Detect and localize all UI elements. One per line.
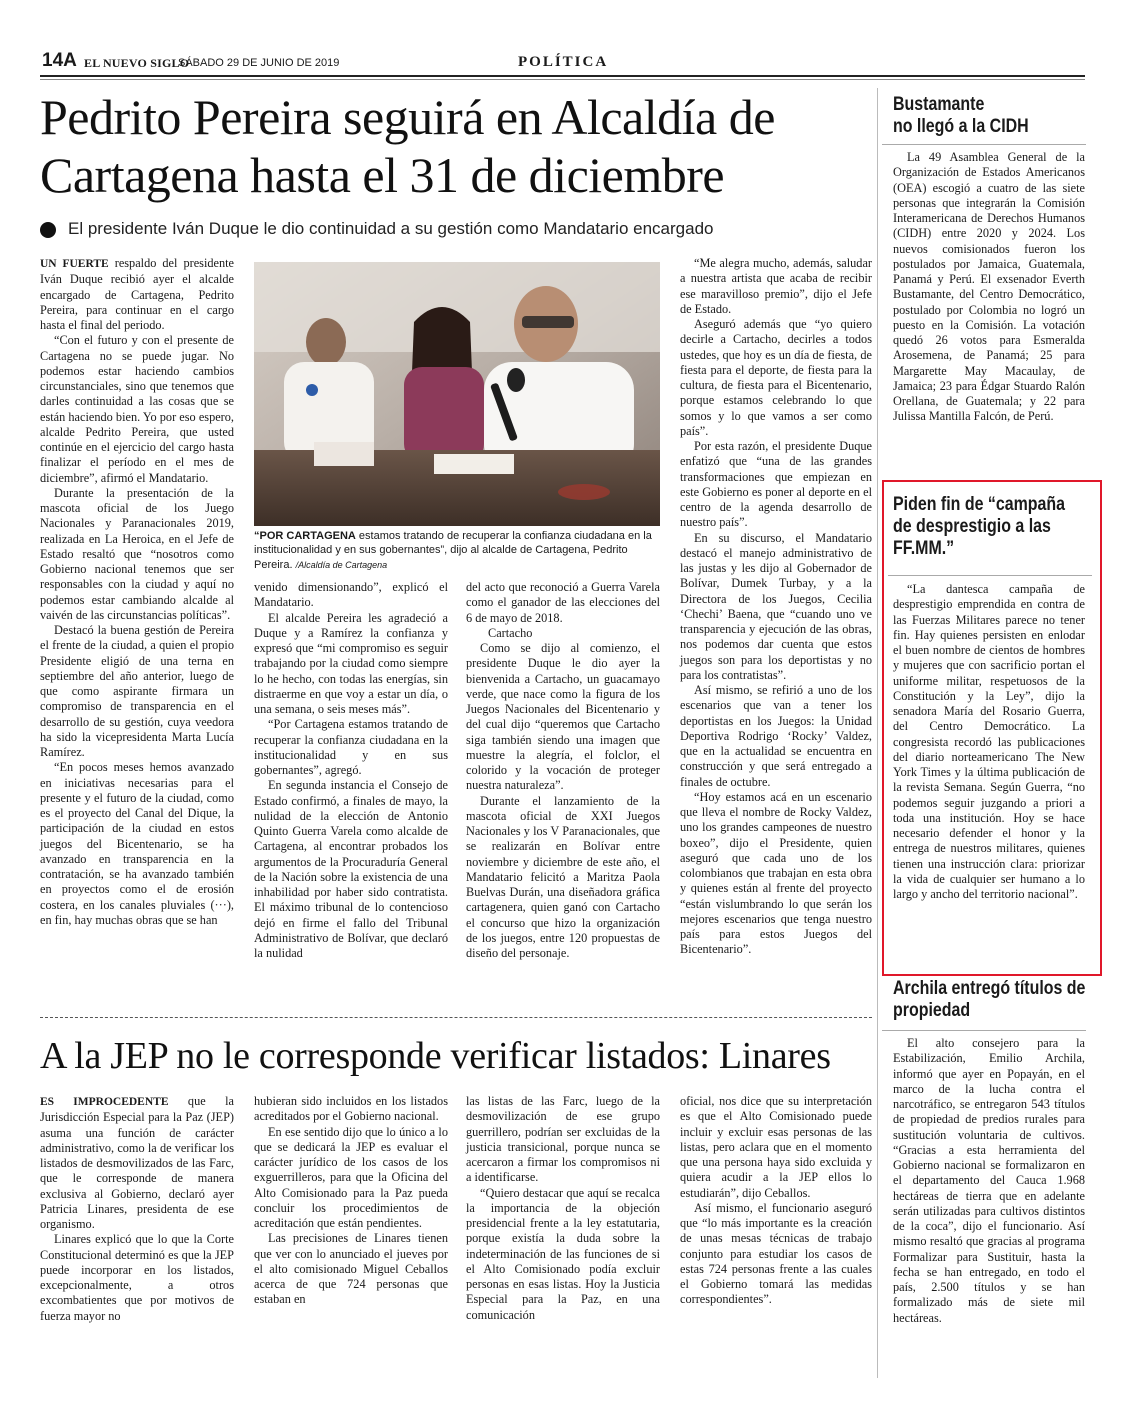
jep-col1-p1: ES IMPROCEDENTE que la Jurisdicción Especial para la Paz (JEP) asuma una función de carácter administrativo, como la de verificar los listados de desmovilizados de las Farc, que le corresponde de manera exclusiva al Gobierno, declaró ayer Patricia Linares, presidenta de ese organismo. <box>40 1094 234 1231</box>
main-col1-p3: Durante la presentación de la mascota oficial de los Juego Nacionales y Paranacionales 2019, realizada en La Heroica, en el Jefe de Estado resaltó que “nosotros como Gobierno nacional tenemos que ser responsables con la ciudad y aquí no podemos estar cambiando alcalde al vaivén de las circunstancias políticas”. <box>40 485 234 622</box>
header-rule <box>40 75 1085 77</box>
caption-credit: /Alcaldía de Cartagena <box>295 559 388 570</box>
main-col-4 <box>680 256 872 958</box>
caption-bold: “POR CARTAGENA <box>254 530 356 542</box>
main-col1-p5: “En pocos meses hemos avanzado en iniciativas necesarias para el presente y el futuro de la ciudad, como es el proyecto del Canal del Dique, la participación de la ciudad en estos juegos del Bicentenario, se ha avanzado en transparencia en la contratación, se ha avanzado también en proyectos como el de erosión costera, en los canales pluviales (···), en fin, hay muchas obras que se han <box>40 760 234 927</box>
main-col1-p1: UN FUERTE respaldo del presidente Iván Duque recibió ayer el alcalde encargado de Cartagena, Pedrito Pereira, para continuar en el cargo hasta el final del periodo. <box>40 256 234 332</box>
main-col4-p4: En su discurso, el Mandatario destacó el manejo administrativo de las justas y les dijo al Gobernador de Bolívar, Dumek Turbay, y a la Directora de los Juegos, Cecilia ‘Chechi’ Baena, que “cuando uno ve transparencia y ejecución de las obras, nos podemos dar cuenta que estos juegos son para los deportistas y no para los contratistas”. <box>680 530 872 682</box>
jep-col-3 <box>466 1094 660 1323</box>
page-number: 14A <box>42 50 77 71</box>
subtitle-bullet-icon <box>40 222 56 238</box>
main-col2-p1: venido dimensionando”, explicó el Mandatario. <box>254 580 448 610</box>
main-col4-p6: “Hoy estamos acá en un escenario que lleva el nombre de Rocky Valdez, uno los grandes campeones de nuestro boxeo”, dijo el Presidente, quien aseguró que cada uno de los colombianos que trabajan en esta obra y quienes están al frente del proyecto “están vislumbrando lo que serán los mejores escenarios que tenga nuestro país para estos Juegos del Bicentenario”. <box>680 789 872 957</box>
article-separator <box>40 1017 872 1018</box>
caption-text: estamos tratando de recuperar la confianza ciudadana en la institucionalidad y en sus gobernantes”, dijo al alcalde de Cartagena, Pedrito Pereira. <box>254 530 652 571</box>
jep-col-1 <box>40 1094 234 1324</box>
jep-col3-p1: las listas de las Farc, luego de la desmovilización de ese grupo guerrillero, podrían ser excluidas de la justicia transicional, porque nunca se acercaron a firmar los compromisos ni a identificarse. <box>466 1094 660 1185</box>
main-col2-p2: El alcalde Pereira les agradeció a Duque y a Ramírez la confianza y expresó que “mi compromiso es seguir trabajando por la ciudad como siempre lo he hecho, con todas las energías, sin distraerme en que voy a estar un día, o una semana, o seis meses más”. <box>254 610 448 716</box>
sidebar-1-title: Bustamante no llegó a la CIDH <box>893 94 1029 137</box>
sidebar-3-body <box>893 1036 1085 1326</box>
main-lead-word: UN FUERTE <box>40 258 109 270</box>
main-headline-line2: Cartagena hasta el 31 de diciembre <box>40 147 725 203</box>
main-headline <box>40 88 880 204</box>
article-photo <box>254 262 660 526</box>
main-headline-line1: Pedrito Pereira seguirá en Alcaldía de <box>40 89 775 145</box>
main-col3-kicker: Cartacho <box>488 625 533 640</box>
main-subtitle: El presidente Iván Duque le dio continuidad a su gestión como Mandatario encargado <box>68 219 714 238</box>
jep-col2-p1: hubieran sido incluidos en los listados acreditados por el Gobierno nacional. <box>254 1094 448 1124</box>
header-rule-thin <box>40 79 1085 80</box>
main-col3-p3: Como se dijo al comienzo, el presidente Duque le dio ayer la bienvenida a Cartacho, un guacamayo verde, que nace como la figura de los Juegos Nacionales del Bicentenario y del cual dijo “queremos que Cartacho siga también siendo una imagen que muestre la alegría, el folclor, el colorido y la vocación de proteger nuestra naturaleza”. <box>466 641 660 793</box>
main-col1-p4: Destacó la buena gestión de Pereira el frente de la ciudad, a quien el propio Presidente eligió de una terna en septiembre del año anterior, luego de que como aspirante firmara un compromiso de transparencia en el desarrollo de su gestión, cuya veedora ha sido la vicepresidenta Marta Lucía Ramírez. <box>40 623 234 759</box>
main-col2-p4: En segunda instancia el Consejo de Estado confirmó, a finales de mayo, la nulidad de la elección de Antonio Quinto Guerra Varela como alcalde de Cartagena, al encontrar probados los argumentos de la Procuraduría General de la Nación sobre la existencia de una inhabilidad por haber sido contratista. El máximo tribunal de lo contencioso dejó en firme el fallo del Tribunal Administrativo de Bolívar, que declaró la nulidad <box>254 778 448 960</box>
main-col4-p5: Así mismo, se refirió a uno de los escenarios que van a tener los deportistas en los Juegos: la Unidad Deportiva Rodrigo ‘Rocky’ Valdez, que en la actualidad se encuentra en construcción y que será entregado a finales de octubre. <box>680 683 872 789</box>
sidebar-2-rule <box>888 575 1092 576</box>
main-col3-p4: Durante el lanzamiento de la mascota oficial de XXI Juegos Nacionales y los V Paranacionales, que se realizarán en Bolívar entre noviembre y diciembre de este año, el Mandatario felicitó a Maritza Paola Buelvas Durán, una diseñadora gráfica cartagenera, quien ganó con Cartacho el concurso que hizo la organización de los juegos, entre 120 propuestas de diseño del personaje. <box>466 793 660 960</box>
sidebar-2-title: Piden fin de “campaña de desprestigio a las FF.MM.” <box>893 494 1066 559</box>
jep-lead-word: ES IMPROCEDENTE <box>40 1096 169 1108</box>
jep-col2-p3: Las precisiones de Linares tienen que ver con lo anunciado el jueves por el alto comisionado Miguel Ceballos acerca de que 724 personas que estaban en <box>254 1231 448 1307</box>
sidebar-2-body <box>893 582 1085 902</box>
photo-caption <box>254 529 660 572</box>
main-col4-p3: Por esta razón, el presidente Duque enfatizó que “una de las grandes transformaciones que empiezan en este Gobierno es poner al deporte en el centro de la agenda desarrollo de nuestro país”. <box>680 439 872 530</box>
sidebar-divider <box>877 88 878 1378</box>
jep-col3-p2: “Quiero destacar que aquí se recalca la importancia de la objeción presidencial frente a la ley estatutaria, porque existía la duda sobre la indeterminación de las funciones de si el Alto Comisionado podía excluir personas en esas listas. Hoy la Justicia Especial para la Paz, en una comunicación <box>466 1185 660 1322</box>
main-col-1 <box>40 256 234 928</box>
main-col4-p1: “Me alegra mucho, además, saludar a nuestra artista que acaba de recibir ese maravilloso premio”, dijo el Jefe de Estado. <box>680 256 872 316</box>
jep-col2-p2: En ese sentido dijo que lo único a lo que se dedicará la JEP es evaluar el carácter jurídico de los casos de los exguerrilleros, para que la Oficina del Alto Comisionado para la Paz pueda concluir los procedimientos de acreditación que están pendientes. <box>254 1124 448 1230</box>
main-col1-p2: “Con el futuro y con el presente de Cartagena no se puede jugar. No podemos estar haciendo cambios circunstanciales, sino que tenemos que darles continuidad a las cosas que se están haciendo bien. Yo por eso espero, alcalde Pedrito Pereira, que usted continúe en el ejercicio del cargo hasta finalizar el período en el mes de diciembre”, afirmó el Mandatario. <box>40 333 234 485</box>
sidebar-3-text: El alto consejero para la Estabilización, Emilio Archila, informó que ayer en Popayán, en el marco de la lucha contra el narcotráfico, se entregaron 543 títulos de propiedad de predios rurales para sustitución voluntaria de cultivos. “Gracias a esta herramienta del Gobierno nacional se formalizaron en el departamento del Cauca 1.968 hectáreas de tierra que en adelante serán utilizadas para cultivos distintos de la coca”, dijo el funcionario. Así mismo resaltó que gracias al programa Formalizar para Sustituir, hasta la fecha se han entregado, en todo el país, 2.500 títulos y se han formalizado más de siete mil hectáreas. <box>893 1036 1085 1325</box>
jep-headline: A la JEP no le corresponde verificar listados: Linares <box>40 1035 831 1077</box>
jep-col-4 <box>680 1094 872 1308</box>
main-col-3 <box>466 580 660 961</box>
issue-date: SÁBADO 29 DE JUNIO DE 2019 <box>178 57 340 69</box>
sidebar-1-text: La 49 Asamblea General de la Organización de Estados Americanos (OEA) escogió a cuatro de las siete personas que integrarán la Comisión Interamericana de Derechos Humanos (CIDH) entre 2020 y 2024. Los nuevos comisionados fueron los postulados por Jamaica, Guatemala, Panamá y Perú. El exsenador Everth Bustamante, del Centro Democrático, postulado por Colombia no logró un puesto en la Comisión. La votación quedó 26 votos para Esmeralda Arosemena, de Panamá; 25 para Margarette May Macaulay, de Jamaica; 23 para Édgar Stuardo Ralón Orellana, de Guatemala; y 22 para Julissa Mantilla Falcón, de Perú. <box>893 150 1085 424</box>
sidebar-3-rule <box>882 1030 1086 1031</box>
sidebar-1-rule <box>882 144 1086 145</box>
jep-col-2 <box>254 1094 448 1308</box>
main-col2-p3: “Por Cartagena estamos tratando de recuperar la confianza ciudadana en la institucionalidad y en sus gobernantes”, agregó. <box>254 717 448 777</box>
newspaper-name: EL NUEVO SIGLO <box>84 56 190 70</box>
jep-col4-p1: oficial, nos dice que su interpretación es que el Alto Comisionado puede incluir y excluir esas personas de las listas, pero aclara que en el momento que una persona haya sido excluida y quiera acudir a la JEP ellos lo estudiarán”, dijo Ceballos. <box>680 1094 872 1200</box>
sidebar-2-text: “La dantesca campaña de desprestigio emprendida en contra de las Fuerzas Militares parece no tener fin. Hay quienes persisten en enlodar el buen nombre de cientos de hombres y mujeres que con sacrificio portan el uniforme militar, respetuosos de la Constitución y la Ley”, dijo la senadora María del Rosario Guerra, del Centro Democrático. La congresista recordó las publicaciones del diario norteamericano The New York Times y la última publicación de la revista Semana. Según Guerra, “no podemos seguir juzgando a priori a toda una institución. Hoy se hace necesario defender el honor y la entrega de nuestros militares, quienes tienen una instrucción clara: priorizar la vida de cualquier ser humano a lo largo y ancho del territorio nacional”. <box>893 582 1085 901</box>
jep-col1-p2: Linares explicó que lo que la Corte Constitucional determinó es que la JEP puede incorporar en los listados, excepcionalmente, a otros excombatientes que por motivos de fuerza mayor no <box>40 1232 234 1323</box>
main-col3-p1: del acto que reconoció a Guerra Varela como el ganador de las elecciones del 6 de mayo de 2018. <box>466 580 660 625</box>
section-title: POLÍTICA <box>518 54 609 70</box>
sidebar-1-body <box>893 150 1085 425</box>
main-col-2 <box>254 580 448 961</box>
sidebar-3-title: Archila entregó títulos de propiedad <box>893 978 1086 1021</box>
jep-col4-p2: Así mismo, el funcionario aseguró que “lo más importante es la creación de unas mesas técnicas de trabajo conjunto para estudiar los casos de estas 724 personas frente a las cuales el Gobierno tomará las medidas correspondientes”. <box>680 1200 872 1307</box>
main-col4-p2: Aseguró además que “yo quiero decirle a Cartacho, decirles a todos ustedes, que hoy es un día de fiesta, de fiesta para el deporte, de fiesta para la cultura, de fiesta para el Bicentenario, porque estamos celebrando lo que somos y lo que vamos a ser como país”. <box>680 317 872 438</box>
